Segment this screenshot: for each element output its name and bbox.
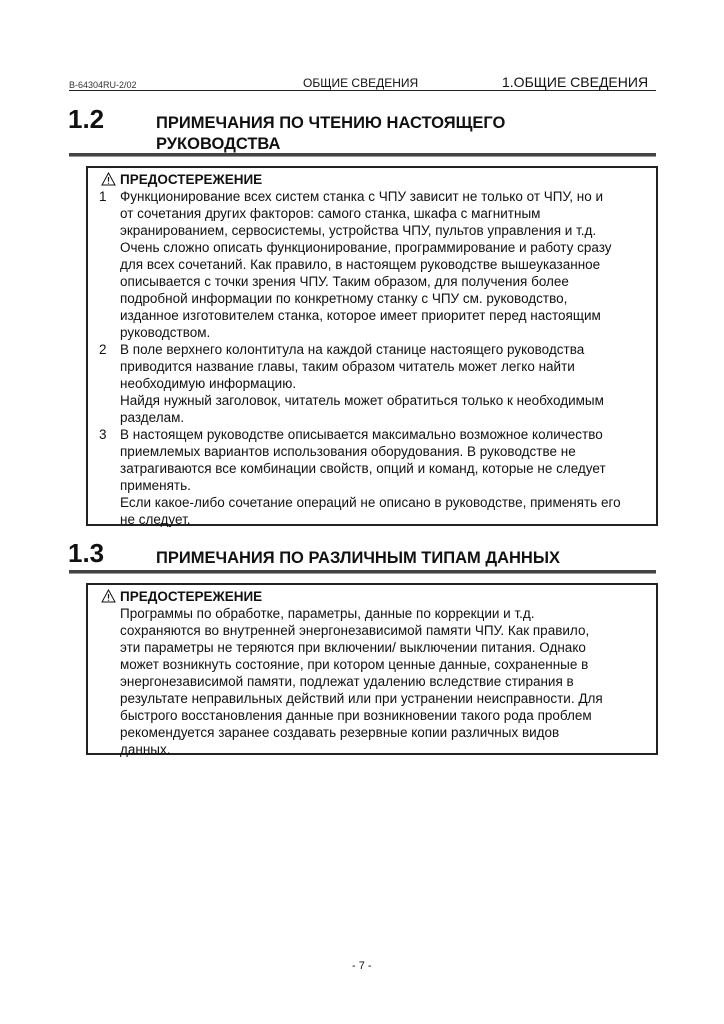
header-rule [69,90,656,91]
warning-triangle-icon [101,172,116,186]
text-line: приводится название главы, таким образом читатель может легко найти [120,359,575,374]
text-line: приемлемых вариантов использования оборудования. В руководстве не [120,444,576,459]
text-line: от сочетания других факторов: самого станка, шкафа с магнитным [120,206,541,221]
text-line: В поле верхнего колонтитула на каждой станице настоящего руководства [120,342,585,357]
text-line: необходимую информацию. [120,376,297,391]
text-line: руководством. [120,325,211,340]
caution-heading [101,171,262,188]
header-center: ОБЩИЕ СВЕДЕНИЯ [303,76,419,90]
title-line: ПРИМЕЧАНИЯ ПО ЧТЕНИЮ НАСТОЯЩЕГО [156,114,506,132]
text-line: результате неправильных действий или при устранении неисправности. Для [120,691,603,706]
section-rule [69,153,656,157]
text-line: описывается с точки зрения ЧПУ. Таким образом, для получения более [120,274,569,289]
text-line: подробной информации по конкретному станку с ЧПУ см. руководство, [120,291,568,306]
caution-box [86,166,658,526]
text-line: сохраняются во внутренней энергонезависимой памяти ЧПУ. Как правило, [120,623,590,638]
text-line: данных. [120,742,171,757]
text-line: В настоящем руководстве описывается максимально возможное количество [120,427,603,442]
item-number: 2 [99,342,107,357]
text-line: Очень сложно описать функционирование, программирование и работу сразу [120,240,612,255]
page-number: - 7 - [352,960,372,972]
caution-box [86,583,658,755]
caution-heading [101,588,262,605]
text-line: рекомендуется заранее создавать резервные копии различных видов [120,725,560,740]
text-line: быстрого восстановления данные при возникновении такого рода проблем [120,708,592,723]
item-number: 3 [99,427,107,442]
item-number: 1 [99,189,107,204]
title-line: ПРИМЕЧАНИЯ ПО РАЗЛИЧНЫМ ТИПАМ ДАННЫХ [156,549,561,567]
section-title [156,548,560,569]
section-title [156,113,505,155]
title-line: РУКОВОДСТВА [156,135,281,153]
section-number: 1.2 [68,104,105,134]
text-line: может возникнуть состояние, при котором ценные данные, сохраненные в [120,657,589,672]
text-line: Функционирование всех систем станка с ЧПУ зависит не только от ЧПУ, но и [120,189,603,204]
text-line: затрагиваются все комбинации свойств, опций и команд, которые не следует [120,461,606,476]
warning-triangle-icon [101,589,116,603]
text-line: Программы по обработке, параметры, данные по коррекции и т.д. [120,606,535,621]
caution-label: ПРЕДОСТЕРЕЖЕНИЕ [120,172,263,187]
text-line: Если какое-либо сочетание операций не описано в руководстве, применять его [120,495,621,510]
text-line: экранированием, сервосистемы, устройства ЧПУ, пультов управления и т.д. [120,223,597,238]
text-line: энергонезависимой памяти, подлежат удалению вследствие стирания в [120,674,574,689]
text-line: применять. [120,478,191,493]
section-rule [69,570,656,574]
doc-id: B-64304RU-2/02 [69,80,137,90]
text-line: не следует. [120,512,191,527]
section-number: 1.3 [68,538,105,568]
text-line: для всех сочетаний. Как правило, в настоящем руководстве вышеуказанное [120,257,601,272]
caution-label: ПРЕДОСТЕРЕЖЕНИЕ [120,589,263,604]
text-line: эти параметры не теряются при включении/ выключении питания. Однако [120,640,586,655]
header-chapter: 1.ОБЩИЕ СВЕДЕНИЯ [502,74,649,90]
text-line: разделам. [120,410,185,425]
text-line: Найдя нужный заголовок, читатель может обратиться только к необходимым [120,393,604,408]
text-line: изданное изготовителем станка, которое имеет приоритет перед настоящим [120,308,601,323]
